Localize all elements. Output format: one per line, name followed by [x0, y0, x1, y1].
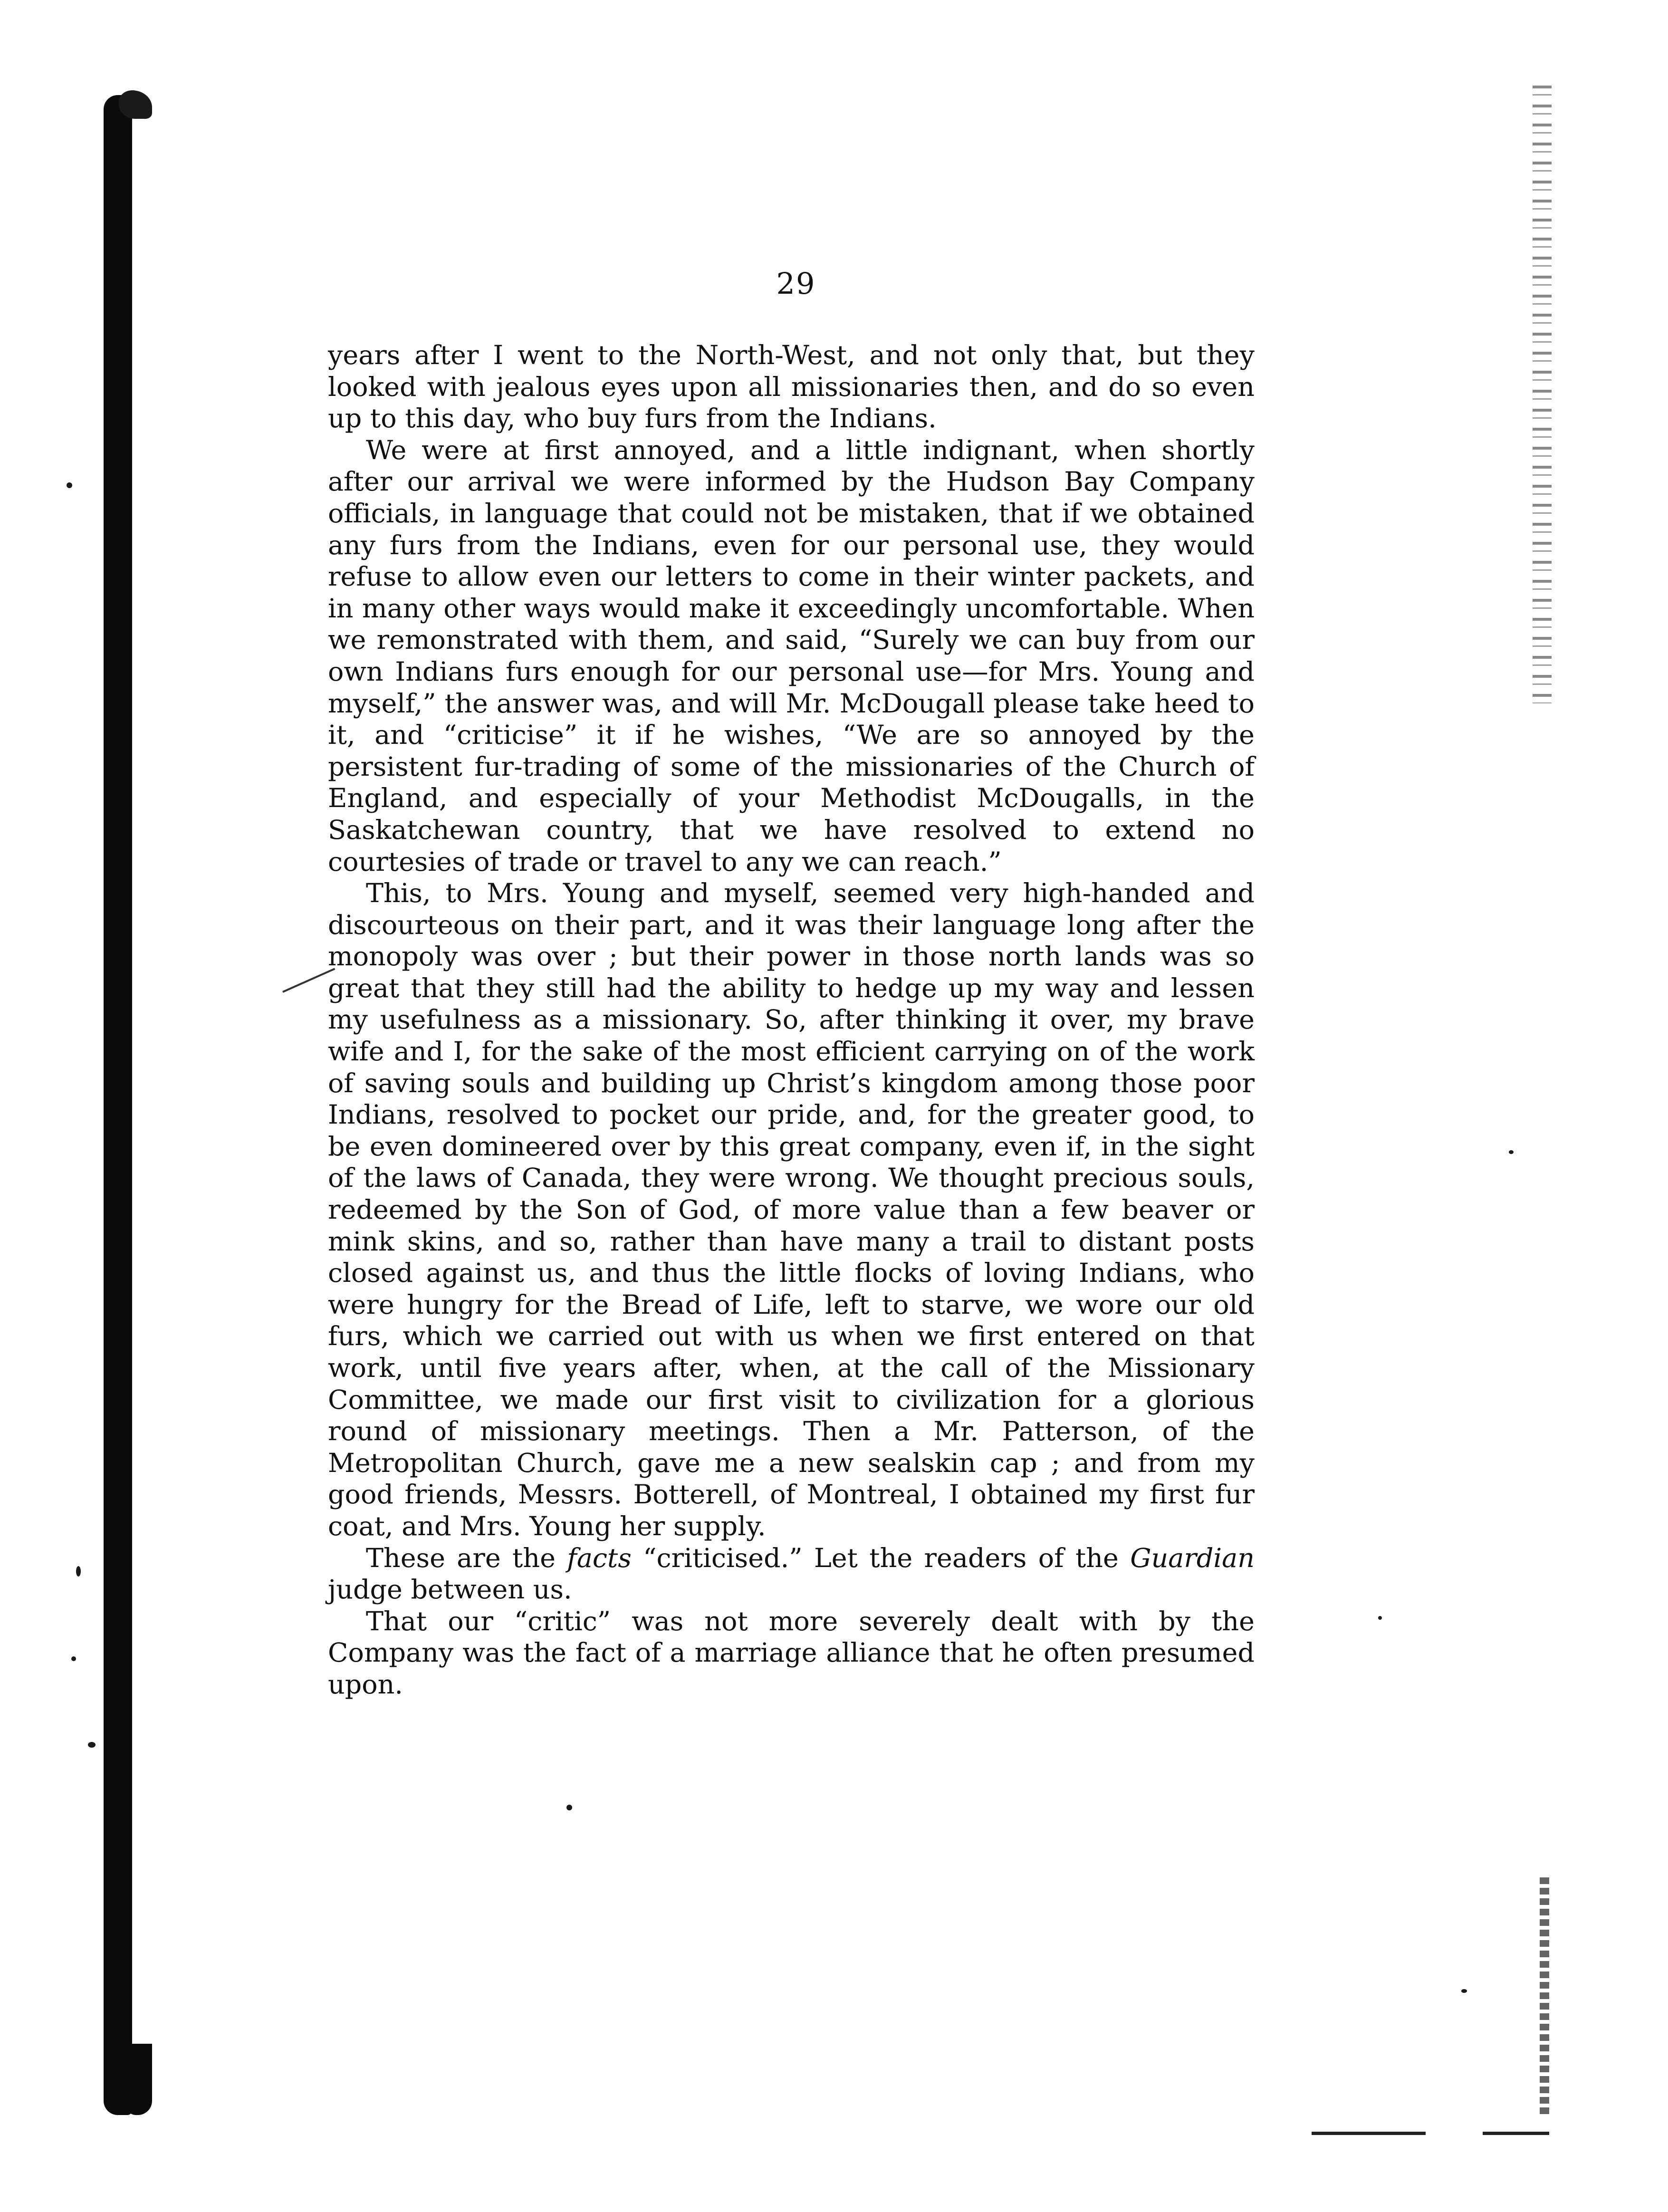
italic-term: facts [567, 1542, 632, 1574]
binding-shadow-top [119, 90, 152, 119]
margin-pencil-mark [282, 968, 335, 992]
page-number: 29 [776, 266, 816, 301]
paragraph-text: judge between us. [328, 1574, 572, 1606]
binding-shadow [104, 95, 132, 2115]
paragraph [328, 1543, 1255, 1606]
paragraph-text: “criticised.” Let the readers of the [631, 1542, 1131, 1574]
speck [1461, 1989, 1467, 1993]
italic-title: Guardian [1130, 1542, 1255, 1574]
edge-noise-top [1533, 86, 1552, 703]
speck [1378, 1616, 1382, 1620]
body-text [328, 340, 1255, 1701]
paragraph: years after I went to the North-West, and not only that, but they looked with jealous eyes upon all missionaries then, and do so even up to this day, who buy furs from the Indians. [328, 340, 1255, 434]
speck [1509, 1150, 1514, 1154]
speck [76, 1566, 81, 1577]
bottom-rule [1483, 2132, 1549, 2135]
paragraph: This, to Mrs. Young and myself, seemed very high-handed and discourteous on their part, and it was their language long after the monopoly was over ; but their power in those north lands was so great that they still had the ability to hedge up my way and lessen my usefulness as a missionary. So, after thinking it over, my brave wife and I, for the sake of the most efficient carrying on of the work of saving souls and building up Christ’s kingdom among those poor Indians, resolved to pocket our pride, and, for the greater good, to be even domineered over by this great company, even if, in the sight of the laws of Canada, they were wrong. We thought precious souls, redeemed by the Son of God, of more value than a few beaver or mink skins, and so, rather than have many a trail to distant posts closed against us, and thus the little flocks of loving Indians, who were hungry for the Bread of Life, left to starve, we wore our old furs, which we carried out with us when we first entered on that work, until five years after, when, at the call of the Missionary Committee, we made our first visit to civilization for a glorious round of missionary meetings. Then a Mr. Patterson, of the Metropolitan Church, gave me a new sealskin cap ; and from my good friends, Messrs. Botterell, of Montreal, I obtained my first fur coat, and Mrs. Young her supply. [328, 878, 1255, 1542]
paragraph: We were at first annoyed, and a little indignant, when shortly after our arrival we were informed by the Hudson Bay Company officials, in language that could not be mistaken, that if we obtained any furs from the Indians, even for our personal use, they would refuse to allow even our letters to come in their winter packets, and in many other ways would make it exceedingly uncomfortable. When we remonstrated with them, and said, “Surely we can buy from our own Indians furs enough for our personal use—for Mrs. Young and myself,” the answer was, and will Mr. McDougall please take heed to it, and “criticise” it if he wishes, “We are so annoyed by the persistent fur-trading of some of the missionaries of the Church of England, and especially of your Methodist McDougalls, in the Saskatchewan country, that we have resolved to extend no courtesies of trade or travel to any we can reach.” [328, 434, 1255, 877]
edge-noise-bottom [1540, 1877, 1549, 2115]
speck [88, 1742, 96, 1748]
speck [67, 482, 72, 488]
paragraph: That our “critic” was not more severely dealt with by the Company was the fact of a marriage alliance that he often presumed upon. [328, 1606, 1255, 1700]
binding-shadow-bottom [119, 2044, 152, 2115]
paragraph-text: These are the [366, 1542, 567, 1574]
speck [566, 1805, 572, 1810]
bottom-rule [1312, 2132, 1426, 2135]
speck [71, 1656, 76, 1661]
